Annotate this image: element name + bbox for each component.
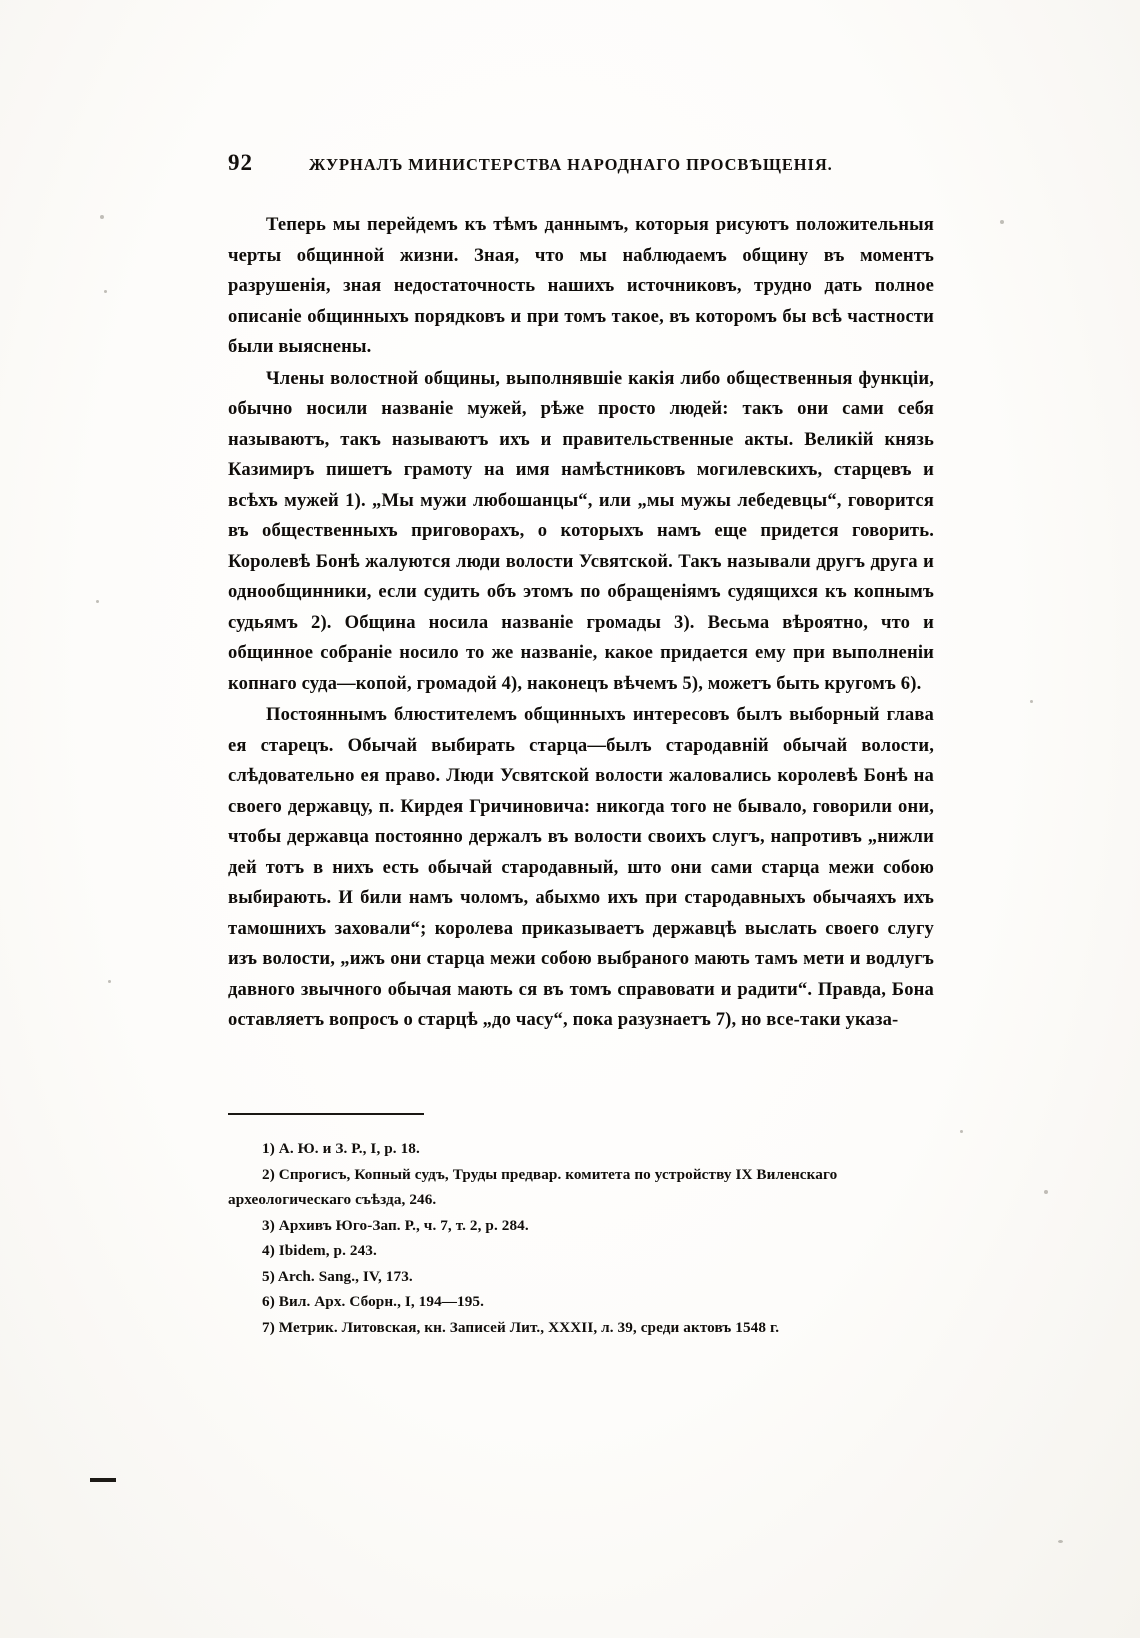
scan-speck (100, 215, 104, 219)
footnote-item: 1) А. Ю. и З. Р., I, p. 18. (262, 1140, 420, 1157)
page-edge-mark (90, 1478, 116, 1482)
footnote-item: 2) Спрогисъ, Копный судъ, Труды предвар. комитета по устройству IX Виленскаго археологическаго съѣзда, 246. (228, 1165, 838, 1208)
scan-speck (1000, 220, 1004, 224)
paragraph: Теперь мы перейдемъ къ тѣмъ даннымъ, которыя рисуютъ положительныя черты общинной жизни. Зная, что мы наблюдаемъ общину въ моментъ разрушенія, зная недостаточность нашихъ источниковъ, трудно дать полное описаніе общинныхъ порядковъ и при томъ такое, въ которомъ бы всѣ частности были выяснены. (228, 214, 934, 357)
scan-speck (1030, 700, 1033, 703)
scan-speck (1044, 1190, 1048, 1194)
scan-speck (108, 980, 111, 983)
footnote-item: 3) Архивъ Юго-Зап. Р., ч. 7, т. 2, p. 284. (262, 1216, 529, 1234)
page-number: 92 (228, 150, 253, 175)
footnote-item: 5) Arch. Sang., IV, 173. (262, 1267, 413, 1285)
page-header (228, 150, 934, 176)
scan-speck (960, 1130, 963, 1133)
paragraph: Постояннымъ блюстителемъ общинныхъ интересовъ былъ выборный глава ея старецъ. Обычай выбирать старца—былъ стародавній обычай волости, слѣдовательно ея право. Люди Усвятской волости жаловались королевѣ Бонѣ на своего державцу, п. Кирдея Гричиновича: никогда того не бывало, говорили они, чтобы державца постоянно держалъ въ волости своихъ слугъ, напротивъ „нижли дей тотъ в нихъ есть обычай стародавный, што они сами старца межи собою выбирають. И били намъ чоломъ, абыхмо ихъ при стародавныхъ обычаяхъ ихъ тамошнихъ заховали“; королева приказываетъ державцѣ выслать своего слугу изъ волости, „ижъ они старца межи собою выбраного мають тамъ мети и водлугъ давного звычного обычая мають ся въ томъ справовати и радити“. Правда, Бона оставляетъ вопросъ о старцѣ „до часу“, пока разузнаетъ 7), но все-таки указа- (228, 704, 934, 1030)
page-body (228, 150, 934, 1037)
scan-speck (1058, 1540, 1063, 1543)
running-head: ЖУРНАЛЪ МИНИСТЕРСТВА НАРОДНАГО ПРОСВѢЩЕНІЯ. (309, 155, 833, 174)
scan-speck (104, 290, 107, 293)
footnote-list (228, 1136, 934, 1340)
footnote-divider (228, 1113, 424, 1115)
footnote-item: 4) Ibidem, p. 243. (262, 1242, 377, 1259)
paragraph: Члены волостной общины, выполнявшіе какія либо общественныя функціи, обычно носили названіе мужей, рѣже просто людей: такъ они сами себя называютъ, такъ называютъ ихъ и правительственные акты. Великій князь Казимиръ пишетъ грамоту на имя намѣстниковъ могилевскихъ, старцевъ и всѣхъ мужей 1). „Мы мужи любошанцы“, или „мы мужы лебедевцы“, говорится въ общественныхъ приговорахъ, о которыхъ намъ еще придется говорить. Королевѣ Бонѣ жалуются люди волости Усвятской. Такъ называли другъ друга и однообщинники, если судить объ этомъ по обращеніямъ судящихся къ копнымъ судьямъ 2). Община носила названіе громады 3). Весьма вѣроятно, что и общинное собраніе носило то же названіе, какое придается ему при выполненіи копнаго суда—копой, громадой 4), наконецъ вѣчемъ 5), можетъ быть кругомъ 6). (228, 367, 934, 694)
scan-speck (96, 600, 99, 603)
footnote-item: 6) Вил. Арх. Сборн., I, 194—195. (262, 1293, 485, 1310)
footnote-item: 7) Метрик. Литовская, кн. Записей Лит., XXXII, л. 39, среди актовъ 1548 г. (262, 1318, 780, 1336)
